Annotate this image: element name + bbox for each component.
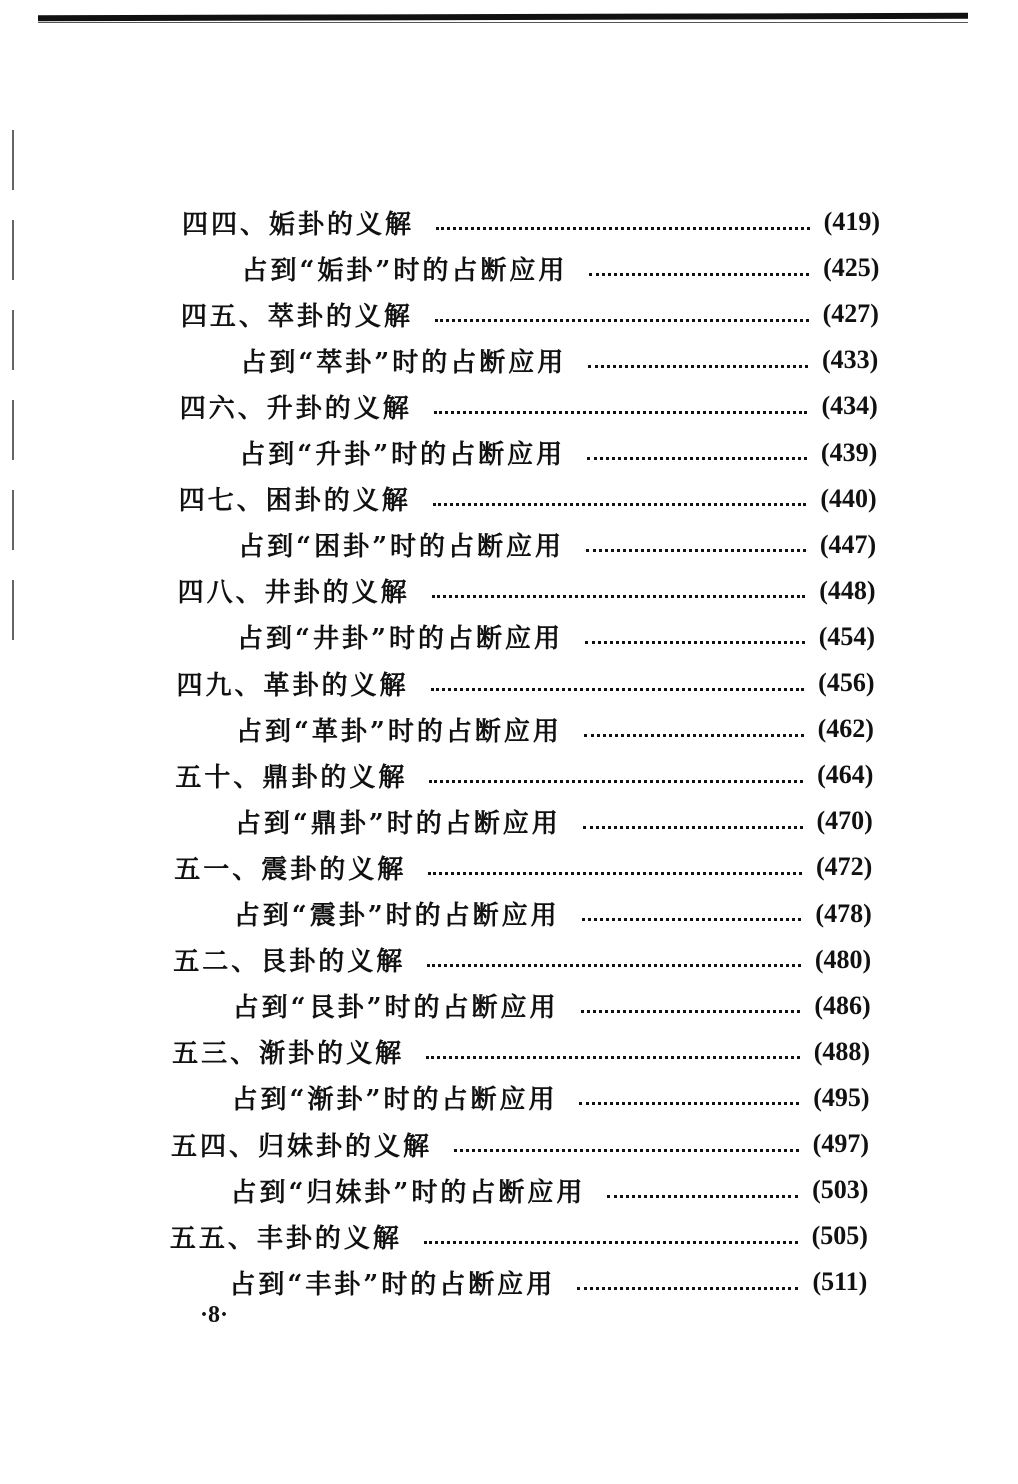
toc-entry-page: (440): [820, 483, 877, 513]
dot-leader: [607, 1195, 798, 1198]
dot-leader: [581, 1010, 801, 1013]
toc-entry-title: 占到“震卦”时的占断应用: [233, 901, 560, 931]
toc-section-row: [235, 799, 873, 843]
toc-entry-title: 五十、鼎卦的义解: [175, 762, 408, 793]
toc-entry-title: 五三、渐卦的义解: [172, 1039, 405, 1070]
toc-entry-title: 四九、革卦的义解: [176, 670, 409, 701]
toc-section-row: [233, 984, 871, 1028]
dot-leader: [454, 1149, 799, 1152]
header-rule-thin: [38, 22, 968, 23]
toc-entry-title: 四六、升卦的义解: [179, 393, 412, 424]
header-rule: [38, 13, 968, 21]
toc-entry-page: (419): [823, 207, 880, 236]
toc-entry-title: 占到“革卦”时的占断应用: [235, 716, 562, 747]
toc-entry-page: (488): [813, 1036, 871, 1066]
toc-entry-page: (472): [815, 852, 873, 882]
toc-chapter-row: [177, 661, 875, 705]
toc-entry-title: 四八、井卦的义解: [177, 578, 410, 609]
toc-entry-page: (470): [816, 806, 873, 836]
toc-entry-page: (427): [822, 299, 879, 329]
dot-leader: [582, 918, 802, 921]
toc-chapter-row: [178, 569, 876, 613]
toc-entry-title: 占到“萃卦”时的占断应用: [240, 347, 567, 378]
dot-leader: [429, 780, 803, 783]
toc-chapter-row: [172, 1030, 870, 1074]
toc-entry-title: 占到“归妹卦”时的占断应用: [230, 1177, 586, 1208]
dot-leader: [434, 411, 808, 414]
toc-entry-page: (433): [822, 345, 879, 375]
toc-entry-title: 四五、萃卦的义解: [180, 301, 413, 332]
toc-chapter-row: [180, 384, 878, 428]
toc-entry-page: (495): [813, 1082, 870, 1112]
toc-entry-page: (486): [814, 990, 871, 1020]
toc-section-row: [230, 1168, 868, 1212]
toc-entry-page: (503): [812, 1175, 869, 1205]
toc-entry-page: (434): [821, 391, 878, 421]
toc-section-row: [234, 892, 872, 936]
dot-leader: [585, 641, 805, 644]
toc-entry-page: (447): [819, 529, 877, 559]
toc-entry-page: (462): [817, 714, 874, 744]
toc-chapter-row: [170, 1214, 868, 1258]
toc-chapter-row: [181, 292, 879, 336]
toc-chapter-row: [179, 477, 877, 521]
toc-section-row: [229, 1260, 867, 1304]
dot-leader: [432, 595, 806, 598]
toc-section-row: [232, 1076, 870, 1120]
dot-leader: [435, 319, 809, 322]
dot-leader: [426, 1056, 800, 1059]
toc-chapter-row: [171, 1122, 869, 1166]
toc-entry-page: (478): [815, 898, 872, 928]
dot-leader: [428, 872, 802, 875]
toc-entry-title: 占到“艮卦”时的占断应用: [232, 993, 559, 1024]
dot-leader: [586, 549, 806, 552]
toc-section-row: [236, 707, 874, 751]
page-number: ·8·: [200, 1302, 229, 1328]
toc-entry-title: 四七、困卦的义解: [178, 486, 411, 517]
toc-section-row: [239, 431, 877, 475]
dot-leader: [584, 734, 804, 737]
dot-leader: [436, 227, 810, 230]
toc-entry-title: 五一、震卦的义解: [174, 854, 407, 885]
toc-chapter-row: [175, 753, 873, 797]
dot-leader: [424, 1241, 798, 1244]
dot-leader: [587, 457, 807, 460]
dot-leader: [589, 273, 809, 276]
toc-section-row: [240, 338, 878, 382]
toc-entry-title: 占到“丰卦”时的占断应用: [229, 1269, 556, 1300]
toc-chapter-row: [174, 845, 872, 889]
toc-entry-page: (505): [811, 1221, 868, 1251]
toc-entry-page: (448): [819, 575, 876, 605]
dot-leader: [433, 503, 807, 506]
toc-chapter-row: [173, 938, 871, 982]
dot-leader: [577, 1287, 798, 1290]
binding-edge: [12, 130, 14, 670]
toc-entry-title: 占到“升卦”时的占断应用: [239, 440, 566, 470]
toc-entry-page: (456): [818, 668, 875, 697]
toc-entry-page: (464): [817, 760, 874, 790]
toc-entry-title: 占到“鼎卦”时的占断应用: [234, 808, 561, 839]
toc-entry-title: 占到“渐卦”时的占断应用: [231, 1085, 558, 1116]
toc-entry-title: 五五、丰卦的义解: [169, 1223, 402, 1254]
toc-entry-page: (454): [818, 621, 876, 651]
toc-entry-title: 五四、归妹卦的义解: [171, 1131, 433, 1162]
toc-entry-title: 占到“困卦”时的占断应用: [238, 532, 565, 563]
toc-entry-title: 五二、艮卦的义解: [173, 947, 406, 978]
dot-leader: [579, 1102, 799, 1105]
dot-leader: [588, 365, 808, 368]
toc-entry-title: 占到“姤卦”时的占断应用: [241, 255, 568, 286]
toc-entry-page: (439): [820, 437, 878, 467]
toc-chapter-row: [182, 200, 880, 244]
toc-entry-page: (497): [812, 1129, 869, 1158]
dot-leader: [427, 964, 801, 967]
toc-section-row: [237, 615, 875, 659]
toc-section-row: [238, 523, 876, 567]
toc-section-row: [241, 246, 879, 290]
dot-leader: [583, 826, 803, 829]
toc-entry-page: (480): [814, 944, 872, 974]
dot-leader: [431, 688, 805, 691]
toc-entry-title: 四四、姤卦的义解: [182, 209, 415, 240]
toc-entry-page: (511): [812, 1267, 868, 1297]
toc-entry-page: (425): [823, 253, 880, 283]
toc-entry-title: 占到“井卦”时的占断应用: [237, 624, 563, 655]
